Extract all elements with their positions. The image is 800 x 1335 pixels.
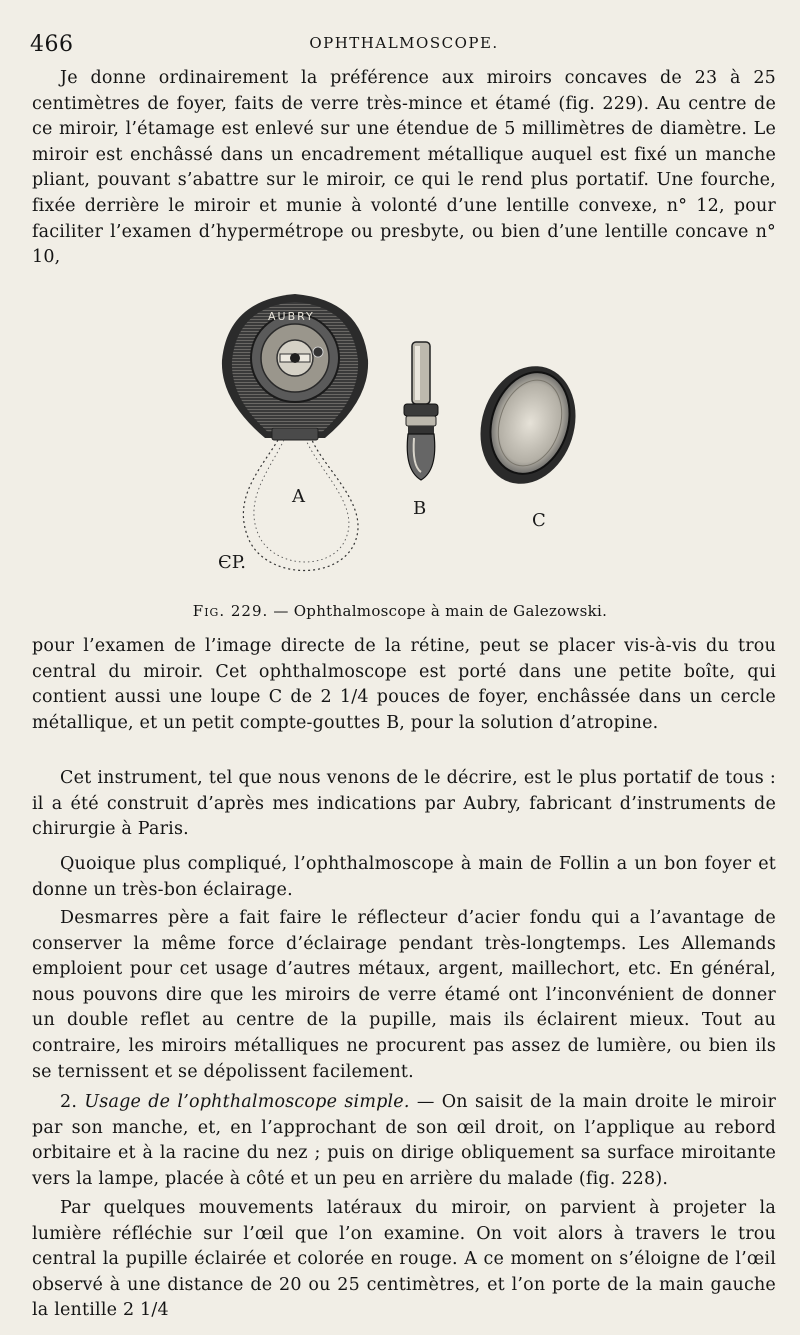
section-number: 2. xyxy=(60,1092,78,1112)
ophthalmoscope-illustration xyxy=(210,280,610,590)
paragraph-lateral-movements: Par quelques mouvements latéraux du miroir, on parvient à projeter la lumière réfléchie sur l’œil que l’on examine. On voit alors à travers le trou central la pupille éclairée et colorée en rouge. A ce moment on s’éloigne de l’œil observé à une distance de 20 ou 25 centimètres, et l’on porte de la main gauche la lentille 2 1/4 xyxy=(32,1198,776,1321)
paragraph-mirror-continued: pour l’examen de l’image directe de la rétine, peut se placer vis-à-vis du trou central du miroir. Cet ophthalmoscope est porté dans une petite boîte, qui contient aussi une loupe C de 2 1/4 pouces de foyer, enchâssée dans un cercle métallique, et un petit compte-gouttes B, pour la solution d’atropine. xyxy=(32,636,776,733)
section-heading: Usage de l’ophthalmoscope simple. xyxy=(84,1092,410,1112)
figure-caption-label: Fig. 229. xyxy=(192,602,269,620)
figure-label-b: B xyxy=(413,498,427,519)
loupe-c xyxy=(466,354,591,497)
running-title: OPHTHALMOSCOPE. xyxy=(309,34,499,52)
paragraph-usage-simple xyxy=(32,1090,776,1192)
figure-caption xyxy=(0,602,800,620)
mirror-brand-text: AUBRY xyxy=(268,310,315,323)
paragraph-follin: Quoique plus compliqué, l’ophthalmoscope à main de Follin a un bon foyer et donne un très-bon éclairage. xyxy=(32,854,776,900)
paragraph-portability: Cet instrument, tel que nous venons de le décrire, est le plus portatif de tous : il a été construit d’après mes indications par Aubry, fabricant d’instruments de chirurgie à Paris. xyxy=(32,768,776,840)
figure-label-a: A xyxy=(292,486,305,507)
section-body: — On saisit de la main droite le miroir par son manche, et, en l’approchant de son œil droit, on l’applique au rebord orbitaire et à la racine du nez ; puis on dirige obliquement sa surface miroitante vers la lampe, placée à côté et un peu en arrière du malade (fig. 228). xyxy=(32,1092,777,1189)
page-number: 466 xyxy=(30,32,74,57)
page-header xyxy=(30,32,778,62)
paragraph-mirror-description: Je donne ordinairement la préférence aux miroirs concaves de 23 à 25 centimètres de foyer, faits de verre très-mince et étamé (fig. 229). Au centre de ce miroir, l’étamage est enlevé sur une étendue de 5 millimètres de diamètre. Le miroir est enchâssé dans un encadrement métallique auquel est fixé un manche pliant, pouvant s’abattre sur le miroir, ce qui le rend plus portatif. Une fourche, fixée derrière le miroir et munie à volonté d’une lentille convexe, n° 12, pour faciliter l’examen d’hypermétrope ou presbyte, ou bien d’une lentille concave n° 10, xyxy=(32,68,776,268)
dropper-b xyxy=(404,342,438,480)
figure-ophthalmoscope xyxy=(210,280,610,590)
figure-label-c: C xyxy=(532,510,546,531)
paragraph-desmarres: Desmarres père a fait faire le réflecteur d’acier fondu qui a l’avantage de conserver la même force d’éclairage pendant très-longtemps. Les Allemands emploient pour cet usage d’autres métaux, argent, maillechort, etc. En général, nous pouvons dire que les miroirs de verre étamé ont l’inconvénient de donner un double reflet au centre de la pupille, mais ils éclairent mieux. Tout au contraire, les miroirs métalliques ne procurent pas assez de lumière, ou bien ils se ternissent et se dépolissent facilement. xyxy=(32,908,776,1082)
mirror-a xyxy=(222,294,368,571)
figure-caption-text: — Ophthalmoscope à main de Galezowski. xyxy=(268,602,608,620)
engraver-mark: ЄP. xyxy=(218,552,246,573)
